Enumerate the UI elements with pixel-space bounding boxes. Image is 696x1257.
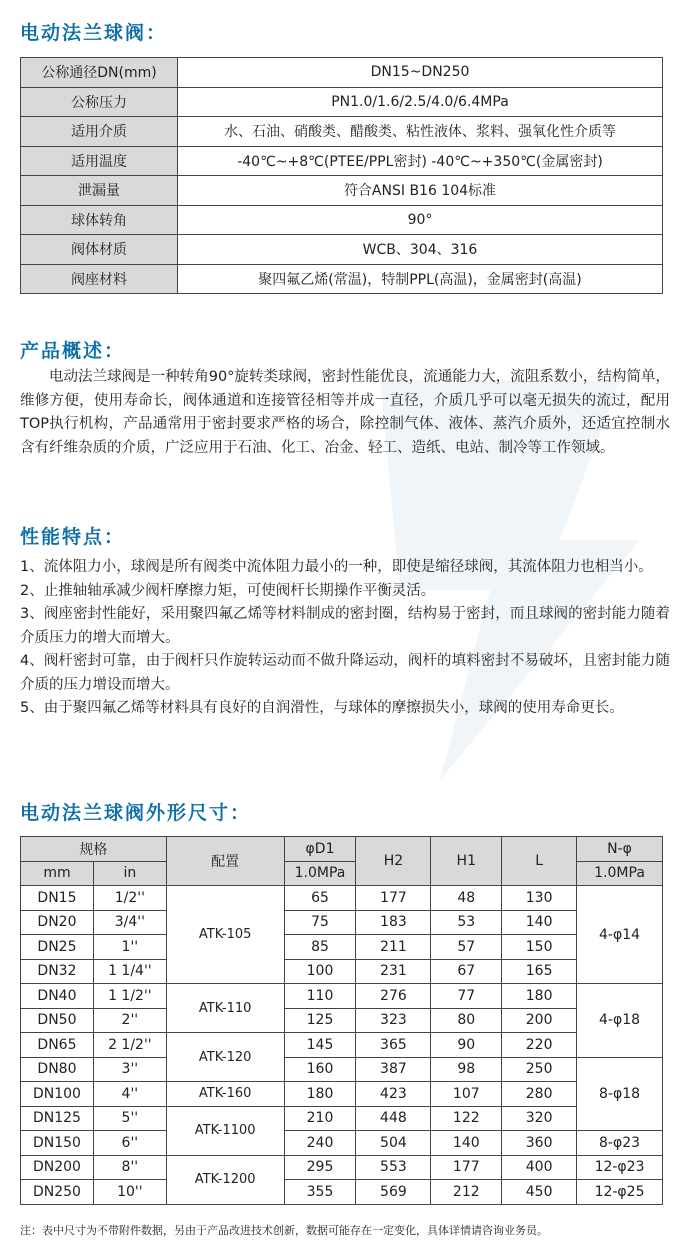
- table-row: [21, 1106, 663, 1131]
- cell-in: 1 1/2'': [93, 984, 166, 1009]
- cell-d1: 355: [284, 1180, 356, 1205]
- cell-h2: 177: [356, 886, 431, 911]
- cell-h1: 122: [431, 1106, 502, 1131]
- cell-l: 165: [502, 959, 577, 984]
- spec-label: 阀体材质: [21, 235, 178, 265]
- spec-label: 球体转角: [21, 205, 178, 235]
- header-n-unit: 1.0MPa: [577, 861, 663, 886]
- dimensions-table: [20, 836, 663, 1205]
- spec-row: [21, 176, 663, 206]
- cell-mm: DN25: [21, 935, 94, 960]
- table-row: [21, 910, 663, 935]
- cell-h2: 231: [356, 959, 431, 984]
- header-config: 配置: [166, 837, 284, 886]
- cell-h1: 140: [431, 1131, 502, 1156]
- cell-n: 12-φ25: [577, 1180, 663, 1205]
- cell-in: 2 1/2'': [93, 1033, 166, 1058]
- cell-h1: 67: [431, 959, 502, 984]
- cell-in: 2'': [93, 1008, 166, 1033]
- spec-label: 公称压力: [21, 87, 178, 117]
- cell-d1: 240: [284, 1131, 356, 1156]
- cell-in: 1/2'': [93, 886, 166, 911]
- cell-h1: 57: [431, 935, 502, 960]
- cell-h2: 504: [356, 1131, 431, 1156]
- cell-h2: 448: [356, 1106, 431, 1131]
- cell-mm: DN40: [21, 984, 94, 1009]
- cell-l: 360: [502, 1131, 577, 1156]
- cell-l: 180: [502, 984, 577, 1009]
- cell-l: 220: [502, 1033, 577, 1058]
- spec-row: [21, 117, 663, 147]
- cell-mm: DN80: [21, 1057, 94, 1082]
- cell-l: 400: [502, 1155, 577, 1180]
- cell-mm: DN50: [21, 1008, 94, 1033]
- cell-h1: 212: [431, 1180, 502, 1205]
- cell-in: 3/4'': [93, 910, 166, 935]
- cell-d1: 110: [284, 984, 356, 1009]
- cell-d1: 210: [284, 1106, 356, 1131]
- cell-l: 450: [502, 1180, 577, 1205]
- cell-d1: 125: [284, 1008, 356, 1033]
- cell-l: 250: [502, 1057, 577, 1082]
- cell-d1: 180: [284, 1082, 356, 1107]
- table-row: [21, 1033, 663, 1058]
- cell-l: 140: [502, 910, 577, 935]
- cell-l: 280: [502, 1082, 577, 1107]
- spec-label: 适用温度: [21, 146, 178, 176]
- spec-label: 泄漏量: [21, 176, 178, 206]
- header-l: L: [502, 837, 577, 886]
- cell-in: 6'': [93, 1131, 166, 1156]
- spec-section-title: 电动法兰球阀：: [20, 22, 168, 44]
- cell-h2: 569: [356, 1180, 431, 1205]
- cell-n: 8-φ18: [577, 1057, 663, 1131]
- cell-d1: 75: [284, 910, 356, 935]
- spec-label: 阀座材料: [21, 264, 178, 294]
- cell-config: ATK-1200: [166, 1155, 284, 1204]
- overview-section-title: 产品概述：: [20, 340, 126, 362]
- cell-h1: 48: [431, 886, 502, 911]
- cell-in: 3'': [93, 1057, 166, 1082]
- spec-value: DN15~DN250: [178, 58, 663, 88]
- cell-n: 4-φ14: [577, 886, 663, 984]
- table-row: [21, 1008, 663, 1033]
- feature-item: 2、止推轴轴承减少阀杆摩擦力矩，可使阀杆长期操作平衡灵活。: [20, 582, 436, 599]
- cell-mm: DN100: [21, 1082, 94, 1107]
- cell-mm: DN65: [21, 1033, 94, 1058]
- cell-n: 8-φ23: [577, 1131, 663, 1156]
- cell-h2: 387: [356, 1057, 431, 1082]
- footnote: 注：表中尺寸为不带附件数据，另由于产品改进技术创新，数据可能存在一定变化，具体详情请咨询业务员。: [20, 1224, 548, 1237]
- spec-row: [21, 87, 663, 117]
- overview-text: 电动法兰球阀是一种转角90°旋转类球阀，密封性能优良，流通能力大，流阻系数小，结构简单，维修方便，使用寿命长，阀体通道和连接管径相等并成一直径，介质几乎可以毫无损失的流过，配用TOP执行机构，产品通常用于密封要求严格的场合，除控制气体、液体、蒸汽介质外，还适宜控制水含有纤维杂质的介质，广泛应用于石油、化工、冶金、轻工、造纸、电站、制冷等工作领域。: [20, 369, 670, 456]
- cell-h1: 77: [431, 984, 502, 1009]
- feature-item: 4、阀杆密封可靠，由于阀杆只作旋转运动而不做升降运动，阀杆的填料密封不易破坏，且密封能力随介质的压力增设而增大。: [20, 653, 670, 693]
- spec-value: -40℃~+8℃(PTEE/PPL密封) -40℃~+350℃(金属密封): [178, 146, 663, 176]
- features-section-title: 性能特点：: [20, 526, 126, 548]
- cell-l: 150: [502, 935, 577, 960]
- cell-d1: 100: [284, 959, 356, 984]
- table-row: [21, 984, 663, 1009]
- cell-n: 12-φ23: [577, 1155, 663, 1180]
- cell-in: 5'': [93, 1106, 166, 1131]
- cell-config: ATK-1100: [166, 1106, 284, 1155]
- cell-config: ATK-110: [166, 984, 284, 1033]
- cell-h2: 553: [356, 1155, 431, 1180]
- header-h2: H2: [356, 837, 431, 886]
- cell-in: 4'': [93, 1082, 166, 1107]
- cell-mm: DN32: [21, 959, 94, 984]
- cell-config: ATK-105: [166, 886, 284, 984]
- spec-value: 90°: [178, 205, 663, 235]
- table-row: [21, 959, 663, 984]
- table-row: [21, 1057, 663, 1082]
- spec-row: [21, 205, 663, 235]
- cell-h1: 80: [431, 1008, 502, 1033]
- feature-item: 5、由于聚四氟乙烯等材料具有良好的自润滑性，与球体的摩擦损失小，球阀的使用寿命更长。: [20, 700, 624, 716]
- cell-h1: 90: [431, 1033, 502, 1058]
- cell-in: 1'': [93, 935, 166, 960]
- feature-item: 3、阀座密封性能好，采用聚四氟乙烯等材料制成的密封圈，结构易于密封，而且球阀的密封能力随着介质压力的增大而增大。: [20, 606, 670, 646]
- cell-h2: 183: [356, 910, 431, 935]
- header-h1: H1: [431, 837, 502, 886]
- cell-in: 1 1/4'': [93, 959, 166, 984]
- cell-h2: 211: [356, 935, 431, 960]
- cell-h2: 323: [356, 1008, 431, 1033]
- spec-value: WCB、304、316: [178, 235, 663, 265]
- header-d1: φD1: [284, 837, 356, 862]
- cell-mm: DN125: [21, 1106, 94, 1131]
- cell-mm: DN150: [21, 1131, 94, 1156]
- cell-l: 130: [502, 886, 577, 911]
- table-row: [21, 1131, 663, 1156]
- header-d1-unit: 1.0MPa: [284, 861, 356, 886]
- cell-h1: 98: [431, 1057, 502, 1082]
- cell-h1: 53: [431, 910, 502, 935]
- cell-d1: 65: [284, 886, 356, 911]
- table-row: [21, 886, 663, 911]
- cell-h2: 276: [356, 984, 431, 1009]
- cell-h1: 107: [431, 1082, 502, 1107]
- cell-in: 8'': [93, 1155, 166, 1180]
- header-n: N-φ: [577, 837, 663, 862]
- cell-in: 10'': [93, 1180, 166, 1205]
- cell-mm: DN15: [21, 886, 94, 911]
- spec-value: 水、石油、硝酸类、醋酸类、粘性液体、浆料、强氧化性介质等: [178, 117, 663, 147]
- cell-h1: 177: [431, 1155, 502, 1180]
- feature-item: 1、流体阻力小，球阀是所有阀类中流体阻力最小的一种，即使是缩径球阀，其流体阻力也相当小。: [20, 559, 653, 575]
- dimensions-section-title: 电动法兰球阀外形尺寸：: [20, 802, 252, 824]
- cell-mm: DN20: [21, 910, 94, 935]
- spec-label: 适用介质: [21, 117, 178, 147]
- cell-l: 200: [502, 1008, 577, 1033]
- cell-mm: DN250: [21, 1180, 94, 1205]
- table-row: [21, 935, 663, 960]
- table-row: [21, 1155, 663, 1180]
- cell-d1: 145: [284, 1033, 356, 1058]
- spec-value: PN1.0/1.6/2.5/4.0/6.4MPa: [178, 87, 663, 117]
- table-row: [21, 1082, 663, 1107]
- spec-row: [21, 264, 663, 294]
- cell-n: 4-φ18: [577, 984, 663, 1058]
- cell-d1: 85: [284, 935, 356, 960]
- header-spec: 规格: [21, 837, 167, 862]
- spec-row: [21, 235, 663, 265]
- spec-row: [21, 58, 663, 88]
- cell-d1: 295: [284, 1155, 356, 1180]
- spec-table: [20, 57, 663, 294]
- spec-value: 聚四氟乙烯(常温)，特制PPL(高温)，金属密封(高温): [178, 264, 663, 294]
- cell-h2: 365: [356, 1033, 431, 1058]
- cell-mm: DN200: [21, 1155, 94, 1180]
- cell-d1: 160: [284, 1057, 356, 1082]
- cell-l: 320: [502, 1106, 577, 1131]
- table-row: [21, 1180, 663, 1205]
- header-row: [21, 837, 663, 862]
- spec-label: 公称通径DN(mm): [21, 58, 178, 88]
- header-mm: mm: [21, 861, 94, 886]
- features-list: [20, 556, 670, 721]
- spec-row: [21, 146, 663, 176]
- cell-config: ATK-160: [166, 1082, 284, 1107]
- spec-value: 符合ANSI B16 104标准: [178, 176, 663, 206]
- header-in: in: [93, 861, 166, 886]
- cell-h2: 423: [356, 1082, 431, 1107]
- cell-config: ATK-120: [166, 1033, 284, 1082]
